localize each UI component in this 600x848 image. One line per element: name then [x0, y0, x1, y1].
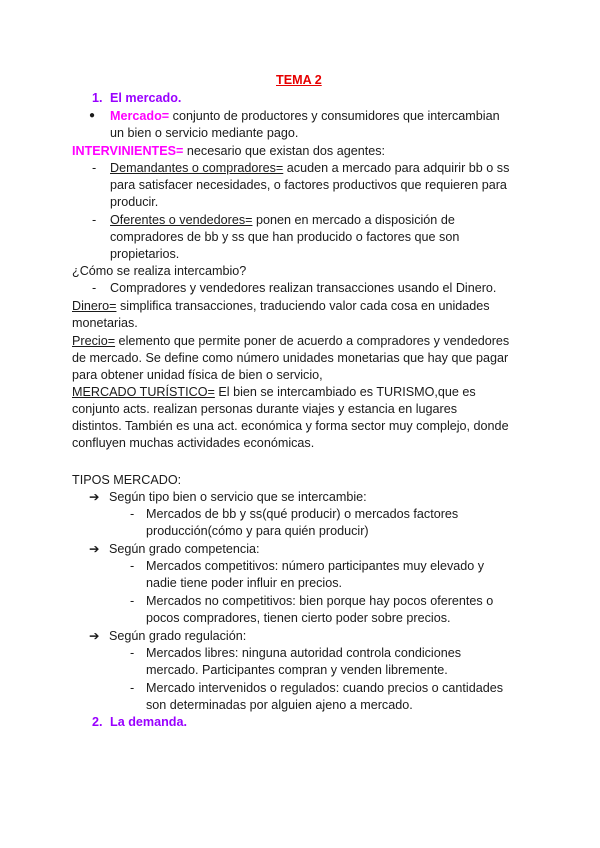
demandantes-line-3: producir.	[110, 195, 159, 209]
tipos-item-line: son determinadas por alguien ajeno a mercado.	[146, 698, 413, 712]
arrow-marker: ➔	[89, 629, 100, 643]
tipos-item-line: pocos compradores, tienen cierto poder sobre precios.	[146, 611, 451, 625]
oferentes-line-1	[110, 212, 455, 228]
mercado-definition-line-2: un bien o servicio mediante pago.	[110, 126, 299, 140]
dash-marker: -	[92, 281, 97, 295]
mercado-term: Mercado=	[110, 109, 170, 123]
tipos-group-label: Según tipo bien o servicio que se intercambie:	[109, 490, 367, 504]
tipos-item-line: Mercados competitivos: número participantes muy elevado y	[146, 559, 485, 573]
precio-text: elemento que permite poner de acuerdo a compradores y vendedores	[115, 334, 510, 348]
dinero-text: simplifica transacciones, traduciendo valor cada cosa en unidades	[116, 299, 490, 313]
turistico-line-3: distintos. También es una act. económica y forma sector muy complejo, donde	[72, 419, 509, 433]
oferentes-line-2: compradores de bb y ss que han producido o factores que son	[110, 230, 460, 244]
turistico-line-4: confluyen muchas actividades económicas.	[72, 436, 315, 450]
tipos-heading: TIPOS MERCADO:	[72, 473, 182, 487]
intervinientes-line	[72, 143, 385, 159]
mercado-text: conjunto de productores y consumidores que intercambian	[169, 109, 500, 123]
oferentes-term: Oferentes o vendedores=	[110, 213, 253, 227]
exchange-answer: Compradores y vendedores realizan transacciones usando el Dinero.	[110, 281, 497, 295]
exchange-question: ¿Cómo se realiza intercambio?	[72, 264, 247, 278]
dinero-line-1	[72, 298, 490, 314]
section-2-number: 2.	[92, 715, 103, 729]
section-1-number: 1.	[92, 91, 103, 105]
turistico-line-2: conjunto acts. realizan personas durante viajes y estancia en lugares	[72, 402, 458, 416]
oferentes-line-3: propietarios.	[110, 247, 180, 261]
demandantes-term: Demandantes o compradores=	[110, 161, 284, 175]
tipos-item-line: Mercados libres: ninguna autoridad controla condiciones	[146, 646, 462, 660]
page-title: TEMA 2	[276, 73, 322, 87]
dash-marker: -	[130, 646, 135, 660]
dash-marker: -	[130, 559, 135, 573]
dash-marker: -	[130, 681, 135, 695]
tipos-item-line: Mercados de bb y ss(qué producir) o mercados factores	[146, 507, 459, 521]
intervinientes-text: necesario que existan dos agentes:	[183, 144, 386, 158]
demandantes-line-2: para satisfacer necesidades, o factores productivos que requieren para	[110, 178, 507, 192]
section-2-heading: La demanda.	[110, 715, 187, 729]
mercado-definition-line-1	[110, 108, 500, 124]
tipos-item-line: nadie tiene poder influir en precios.	[146, 576, 343, 590]
dash-marker: -	[92, 213, 97, 227]
arrow-marker: ➔	[89, 490, 100, 504]
tipos-item-line: Mercados no competitivos: bien porque hay pocos oferentes o	[146, 594, 494, 608]
dinero-term: Dinero=	[72, 299, 117, 313]
tipos-item-line: Mercado intervenidos o regulados: cuando precios o cantidades	[146, 681, 504, 695]
dinero-line-2: monetarias.	[72, 316, 138, 330]
dash-marker: -	[130, 594, 135, 608]
bullet-marker: ●	[89, 110, 96, 121]
tipos-group-label: Según grado competencia:	[109, 542, 260, 556]
oferentes-text: ponen en mercado a disposición de	[252, 213, 455, 227]
turistico-text: El bien se intercambiado es TURISMO,que es	[214, 385, 476, 399]
precio-term: Precio=	[72, 334, 116, 348]
arrow-marker: ➔	[89, 542, 100, 556]
section-1-heading: El mercado.	[110, 91, 182, 105]
tipos-item-line: mercado. Participantes compran y venden libremente.	[146, 663, 448, 677]
tipos-item-line: producción(cómo y para quién producir)	[146, 524, 369, 538]
demandantes-line-1	[110, 160, 509, 176]
precio-line-3: para obtener unidad física de bien o servicio,	[72, 368, 323, 382]
precio-line-2: de mercado. Se define como número unidades monetarias que hay que pagar	[72, 351, 509, 365]
turistico-term: MERCADO TURÍSTICO=	[72, 385, 215, 399]
demandantes-text: acuden a mercado para adquirir bb o ss	[283, 161, 510, 175]
dash-marker: -	[130, 507, 135, 521]
intervinientes-term: INTERVINIENTES=	[72, 144, 184, 158]
tipos-group-label: Según grado regulación:	[109, 629, 247, 643]
precio-line-1	[72, 333, 509, 349]
turistico-line-1	[72, 384, 476, 400]
dash-marker: -	[92, 161, 97, 175]
